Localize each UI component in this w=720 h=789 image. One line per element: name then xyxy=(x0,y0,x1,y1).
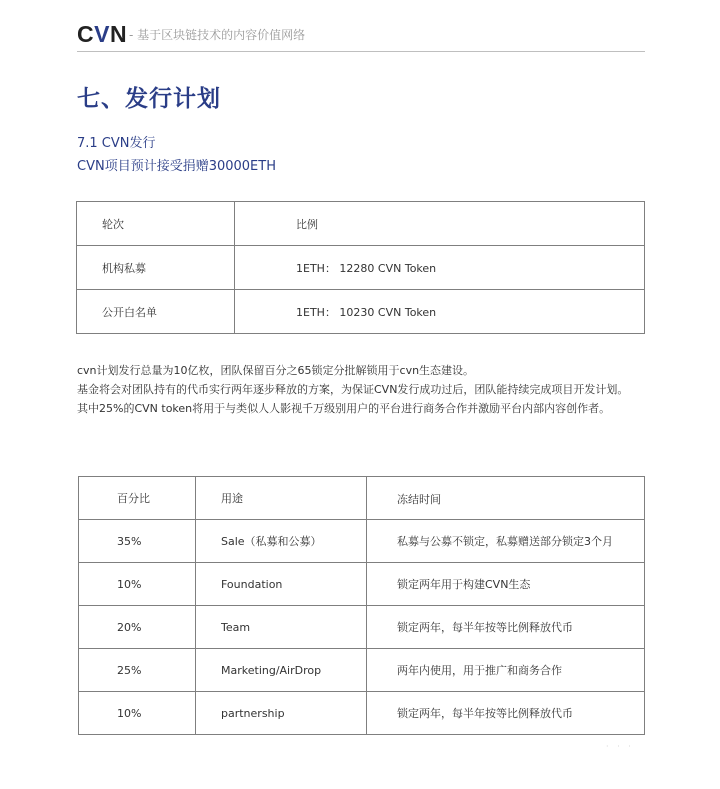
table-header-cell: 百分比 xyxy=(79,477,196,520)
cvn-logo: CVN xyxy=(77,21,128,47)
table-cell: 锁定两年用于构建CVN生态 xyxy=(367,563,645,606)
table-row xyxy=(79,649,645,692)
description-line: 其中25%的CVN token将用于与类似人人影视千万级别用户的平台进行商务合作并激励平台内部内容创作者。 xyxy=(77,402,611,415)
table-header-cell: 轮次 xyxy=(77,202,235,246)
table-row xyxy=(77,290,645,334)
subsection-subtitle: CVN项目预计接受捐赠30000ETH xyxy=(77,159,276,174)
subsection-title: 7.1 CVN发行 xyxy=(77,136,156,151)
table-row xyxy=(77,246,645,290)
table-header-cell: 用途 xyxy=(196,477,367,520)
table-cell: 1ETH： 12280 CVN Token xyxy=(235,246,645,290)
page-footer-decoration: · · · xyxy=(606,742,634,751)
page-header xyxy=(77,18,645,52)
table-header-row xyxy=(77,202,645,246)
table-cell: Foundation xyxy=(196,563,367,606)
table-cell: Marketing/AirDrop xyxy=(196,649,367,692)
table-cell: 机构私募 xyxy=(77,246,235,290)
section-title: 七、发行计划 xyxy=(77,86,221,112)
header-tagline: - 基于区块链技术的内容价值网络 xyxy=(129,28,306,42)
table-cell: 锁定两年，每半年按等比例释放代币 xyxy=(367,606,645,649)
table-row xyxy=(79,606,645,649)
table-cell: 10% xyxy=(79,563,196,606)
table-row xyxy=(79,520,645,563)
description-line: cvn计划发行总量为10亿枚，团队保留百分之65锁定分批解锁用于cvn生态建设。 xyxy=(77,364,475,377)
allocation-table xyxy=(78,476,645,735)
table-row xyxy=(79,692,645,735)
table-row xyxy=(79,563,645,606)
table-cell: Team xyxy=(196,606,367,649)
table-cell: 私募与公募不锁定，私募赠送部分锁定3个月 xyxy=(367,520,645,563)
table-cell: 35% xyxy=(79,520,196,563)
table-cell: 1ETH： 10230 CVN Token xyxy=(235,290,645,334)
table-cell: 25% xyxy=(79,649,196,692)
table-cell: 公开白名单 xyxy=(77,290,235,334)
table-cell: 10% xyxy=(79,692,196,735)
table-cell: 两年内使用，用于推广和商务合作 xyxy=(367,649,645,692)
table-cell: Sale（私募和公募） xyxy=(196,520,367,563)
table-cell: 锁定两年，每半年按等比例释放代币 xyxy=(367,692,645,735)
table-header-cell: 冻结时间 xyxy=(367,477,645,520)
table-header-cell: 比例 xyxy=(235,202,645,246)
table-header-row xyxy=(79,477,645,520)
table-cell: 20% xyxy=(79,606,196,649)
description-line: 基金将会对团队持有的代币实行两年逐步释放的方案，为保证CVN发行成功过后，团队能持续完成项目开发计划。 xyxy=(77,383,629,396)
table-cell: partnership xyxy=(196,692,367,735)
description-paragraph xyxy=(77,361,649,418)
rate-table xyxy=(76,201,645,334)
